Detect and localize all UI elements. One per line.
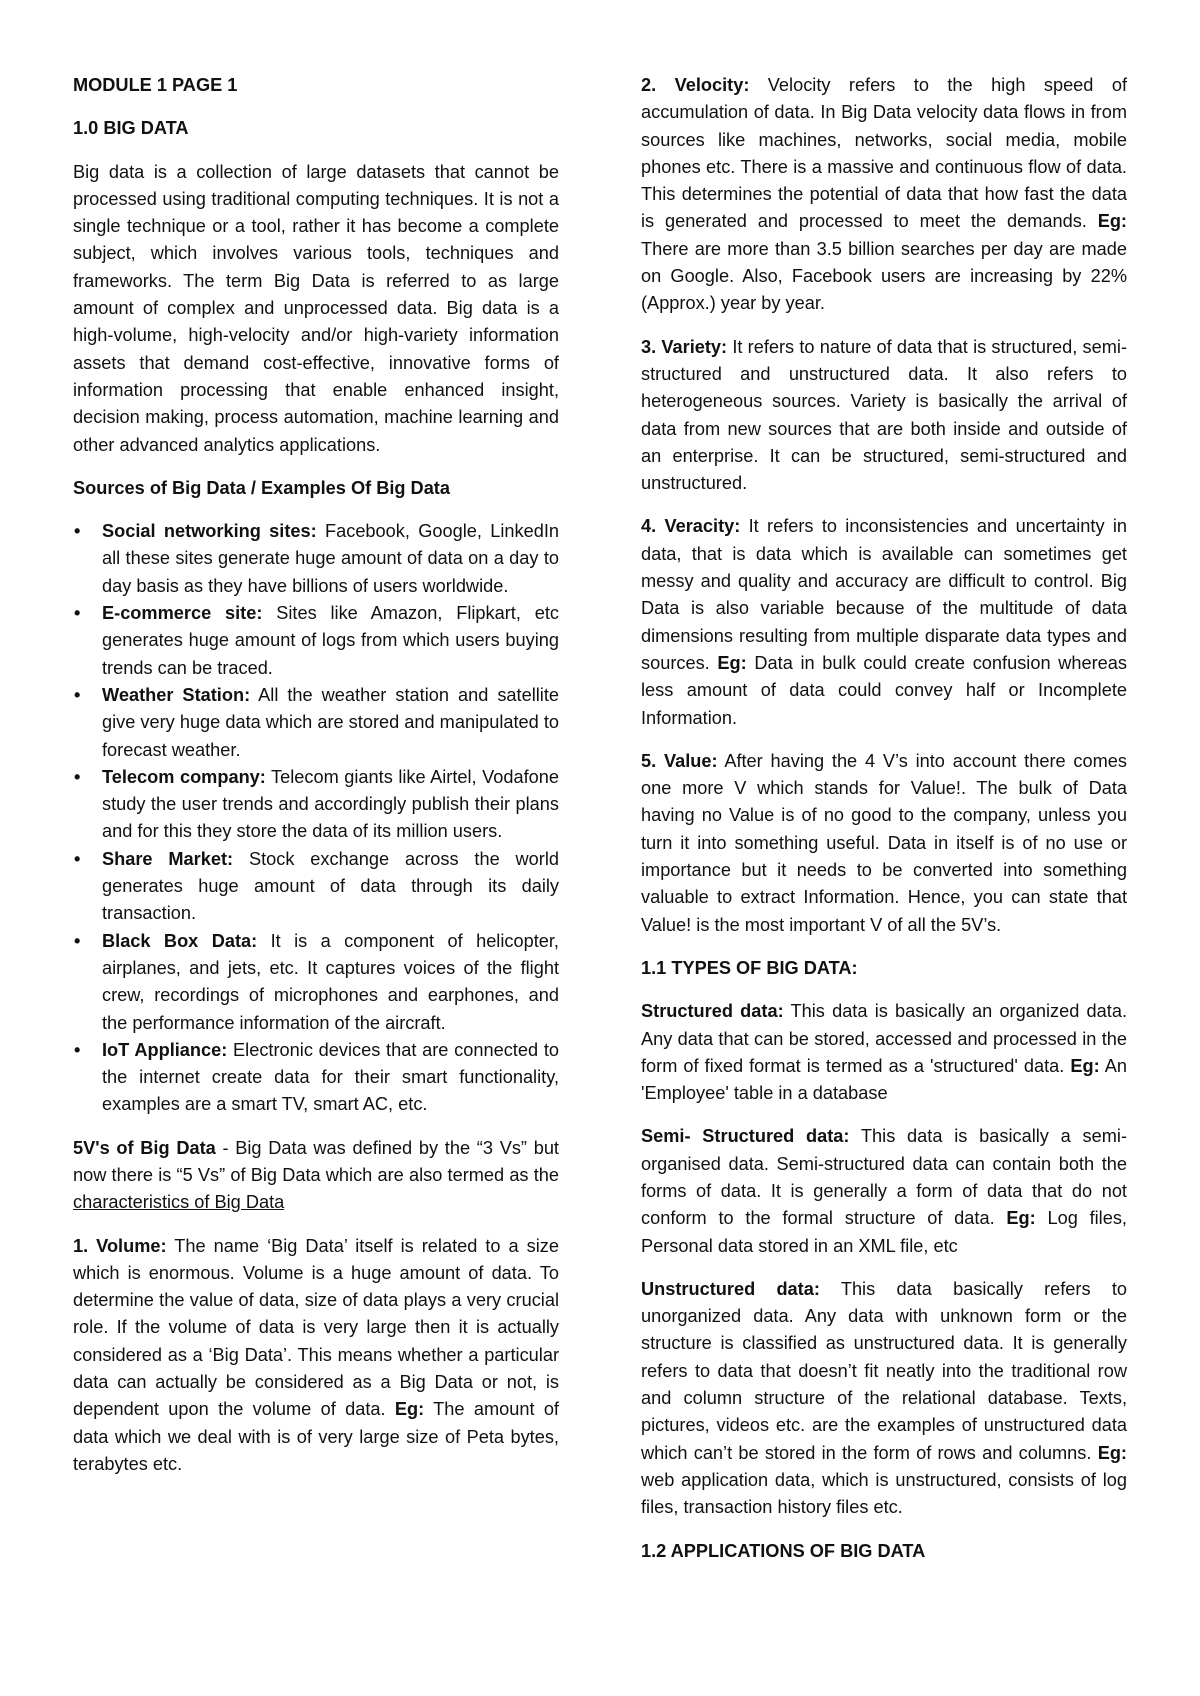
five-vs-paragraph: 5V's of Big Data - Big Data was defined by the “3 Vs” but now there is “5 Vs” of Big Data which are also termed as the characteristics of Big Data: [73, 1137, 559, 1213]
value-paragraph: 5. Value: After having the 4 V’s into account there comes one more V which stands for Value!. The bulk of Data having no Value is of no good to the company, unless you turn it into something useful. Data in itself is of no use or importance but it needs to be converted into something valuable to extract Information. Hence, you can state that Value! is the most important V of all the 5V’s.: [641, 750, 1127, 935]
types-heading: 1.1 TYPES OF BIG DATA:: [641, 957, 858, 978]
veracity-paragraph: 4. Veracity: It refers to inconsistencies and uncertainty in data, that is data which is available can sometimes get messy and quality and accuracy are difficult to control. Big Data is also variable because of the multitude of data dimensions resulting from multiple disparate data types and sources. Eg: Data in bulk could create confusion whereas less amount of data could convey half or Incomplete Information.: [641, 516, 1127, 728]
bullet-icon: •: [74, 930, 81, 951]
bullet-icon: •: [74, 848, 81, 869]
list-item: • IoT Appliance: Electronic devices that are connected to the internet create data for their smart functionality, examples are a smart TV, smart AC, etc.: [73, 1037, 559, 1119]
semi-structured-paragraph: Semi- Structured data: This data is basically a semi-organised data. Semi-structured data can contain both the forms of data. It is generally a form of data that do not conform to the formal structure of data. Eg: Log files, Personal data stored in an XML file, etc: [641, 1126, 1127, 1256]
intro-paragraph: Big data is a collection of large datasets that cannot be processed using traditional computing techniques. It is not a single technique or a tool, rather it has become a complete subject, which involves various tools, techniques and frameworks. The term Big Data is referred to as large amount of complex and unprocessed data. Big data is a high-volume, high-velocity and/or high-variety information assets that demand cost-effective, innovative forms of information processing that enable enhanced insight, decision making, process automation, machine learning and other advanced analytics applications.: [73, 161, 559, 455]
list-item: • Social networking sites: Facebook, Google, LinkedIn all these sites generate huge amount of data on a day to day basis as they have billions of users worldwide.: [73, 518, 559, 600]
sources-list: [73, 518, 559, 1119]
variety-paragraph: 3. Variety: It refers to nature of data that is structured, semi-structured and unstructured data. It also refers to heterogeneous sources. Variety is basically the arrival of data from new sources that are both inside and outside of an enterprise. It can be structured, semi-structured and unstructured.: [641, 336, 1128, 494]
module-title: MODULE 1 PAGE 1: [73, 75, 238, 95]
bullet-icon: •: [74, 603, 81, 624]
list-item: • E-commerce site: Sites like Amazon, Flipkart, etc generates huge amount of logs from which users buying trends can be traced.: [73, 600, 559, 682]
volume-paragraph: 1. Volume: The name ‘Big Data’ itself is related to a size which is enormous. Volume is a huge amount of data. To determine the value of data, size of data plays a very crucial role. If the volume of data is very large then it is actually considered as a ‘Big Data’. This means whether a particular data can actually be considered as a Big Data or not, is dependent upon the volume of data. Eg: The amount of data which we deal with is of very large size of Peta bytes, terabytes etc.: [73, 1235, 559, 1474]
bullet-icon: •: [74, 521, 81, 542]
bullet-icon: •: [74, 684, 81, 705]
structured-paragraph: Structured data: This data is basically an organized data. Any data that can be stored, accessed and processed in the form of fixed format is termed as a 'structured' data. Eg: An 'Employee' table in a database: [641, 1001, 1127, 1104]
list-item: • Weather Station: All the weather station and satellite give very huge data which are stored and manipulated to forecast weather.: [73, 682, 559, 764]
unstructured-paragraph: Unstructured data: This data basically refers to unorganized data. Any data with unknown form or the structure is classified as unstructured data. It is generally refers to data that doesn’t fit neatly into the traditional row and column structure of the relational database. Texts, pictures, videos etc. are the examples of unstructured data which can’t be stored in the form of rows and columns. Eg: web application data, which is unstructured, consists of log files, transaction history files etc.: [641, 1278, 1127, 1518]
bullet-icon: •: [74, 766, 81, 787]
bullet-icon: •: [74, 1039, 81, 1060]
list-item: • Share Market: Stock exchange across the world generates huge amount of data through its daily transaction.: [73, 846, 559, 928]
list-item: • Black Box Data: It is a component of helicopter, airplanes, and jets, etc. It captures voices of the flight crew, recordings of microphones and earphones, and the performance information of the aircraft.: [73, 928, 559, 1037]
right-column: [641, 72, 1127, 1581]
left-column: [73, 72, 559, 1494]
heading-big-data: 1.0 BIG DATA: [73, 118, 189, 139]
sources-heading: Sources of Big Data / Examples Of Big Data: [73, 477, 450, 498]
characteristics-link[interactable]: characteristics of Big Data: [73, 1192, 285, 1213]
list-item: • Telecom company: Telecom giants like Airtel, Vodafone study the user trends and accordingly publish their plans and for this they store the data of its million users.: [73, 764, 559, 846]
velocity-paragraph: 2. Velocity: Velocity refers to the high speed of accumulation of data. In Big Data velocity data flows in from sources like machines, networks, social media, mobile phones etc. There is a massive and continuous flow of data. This determines the potential of data that how fast the data is generated and processed to meet the demands. Eg: There are more than 3.5 billion searches per day are made on Google. Also, Facebook users are increasing by 22%(Approx.) year by year.: [641, 75, 1127, 314]
applications-heading: 1.2 APPLICATIONS OF BIG DATA: [641, 1540, 926, 1561]
